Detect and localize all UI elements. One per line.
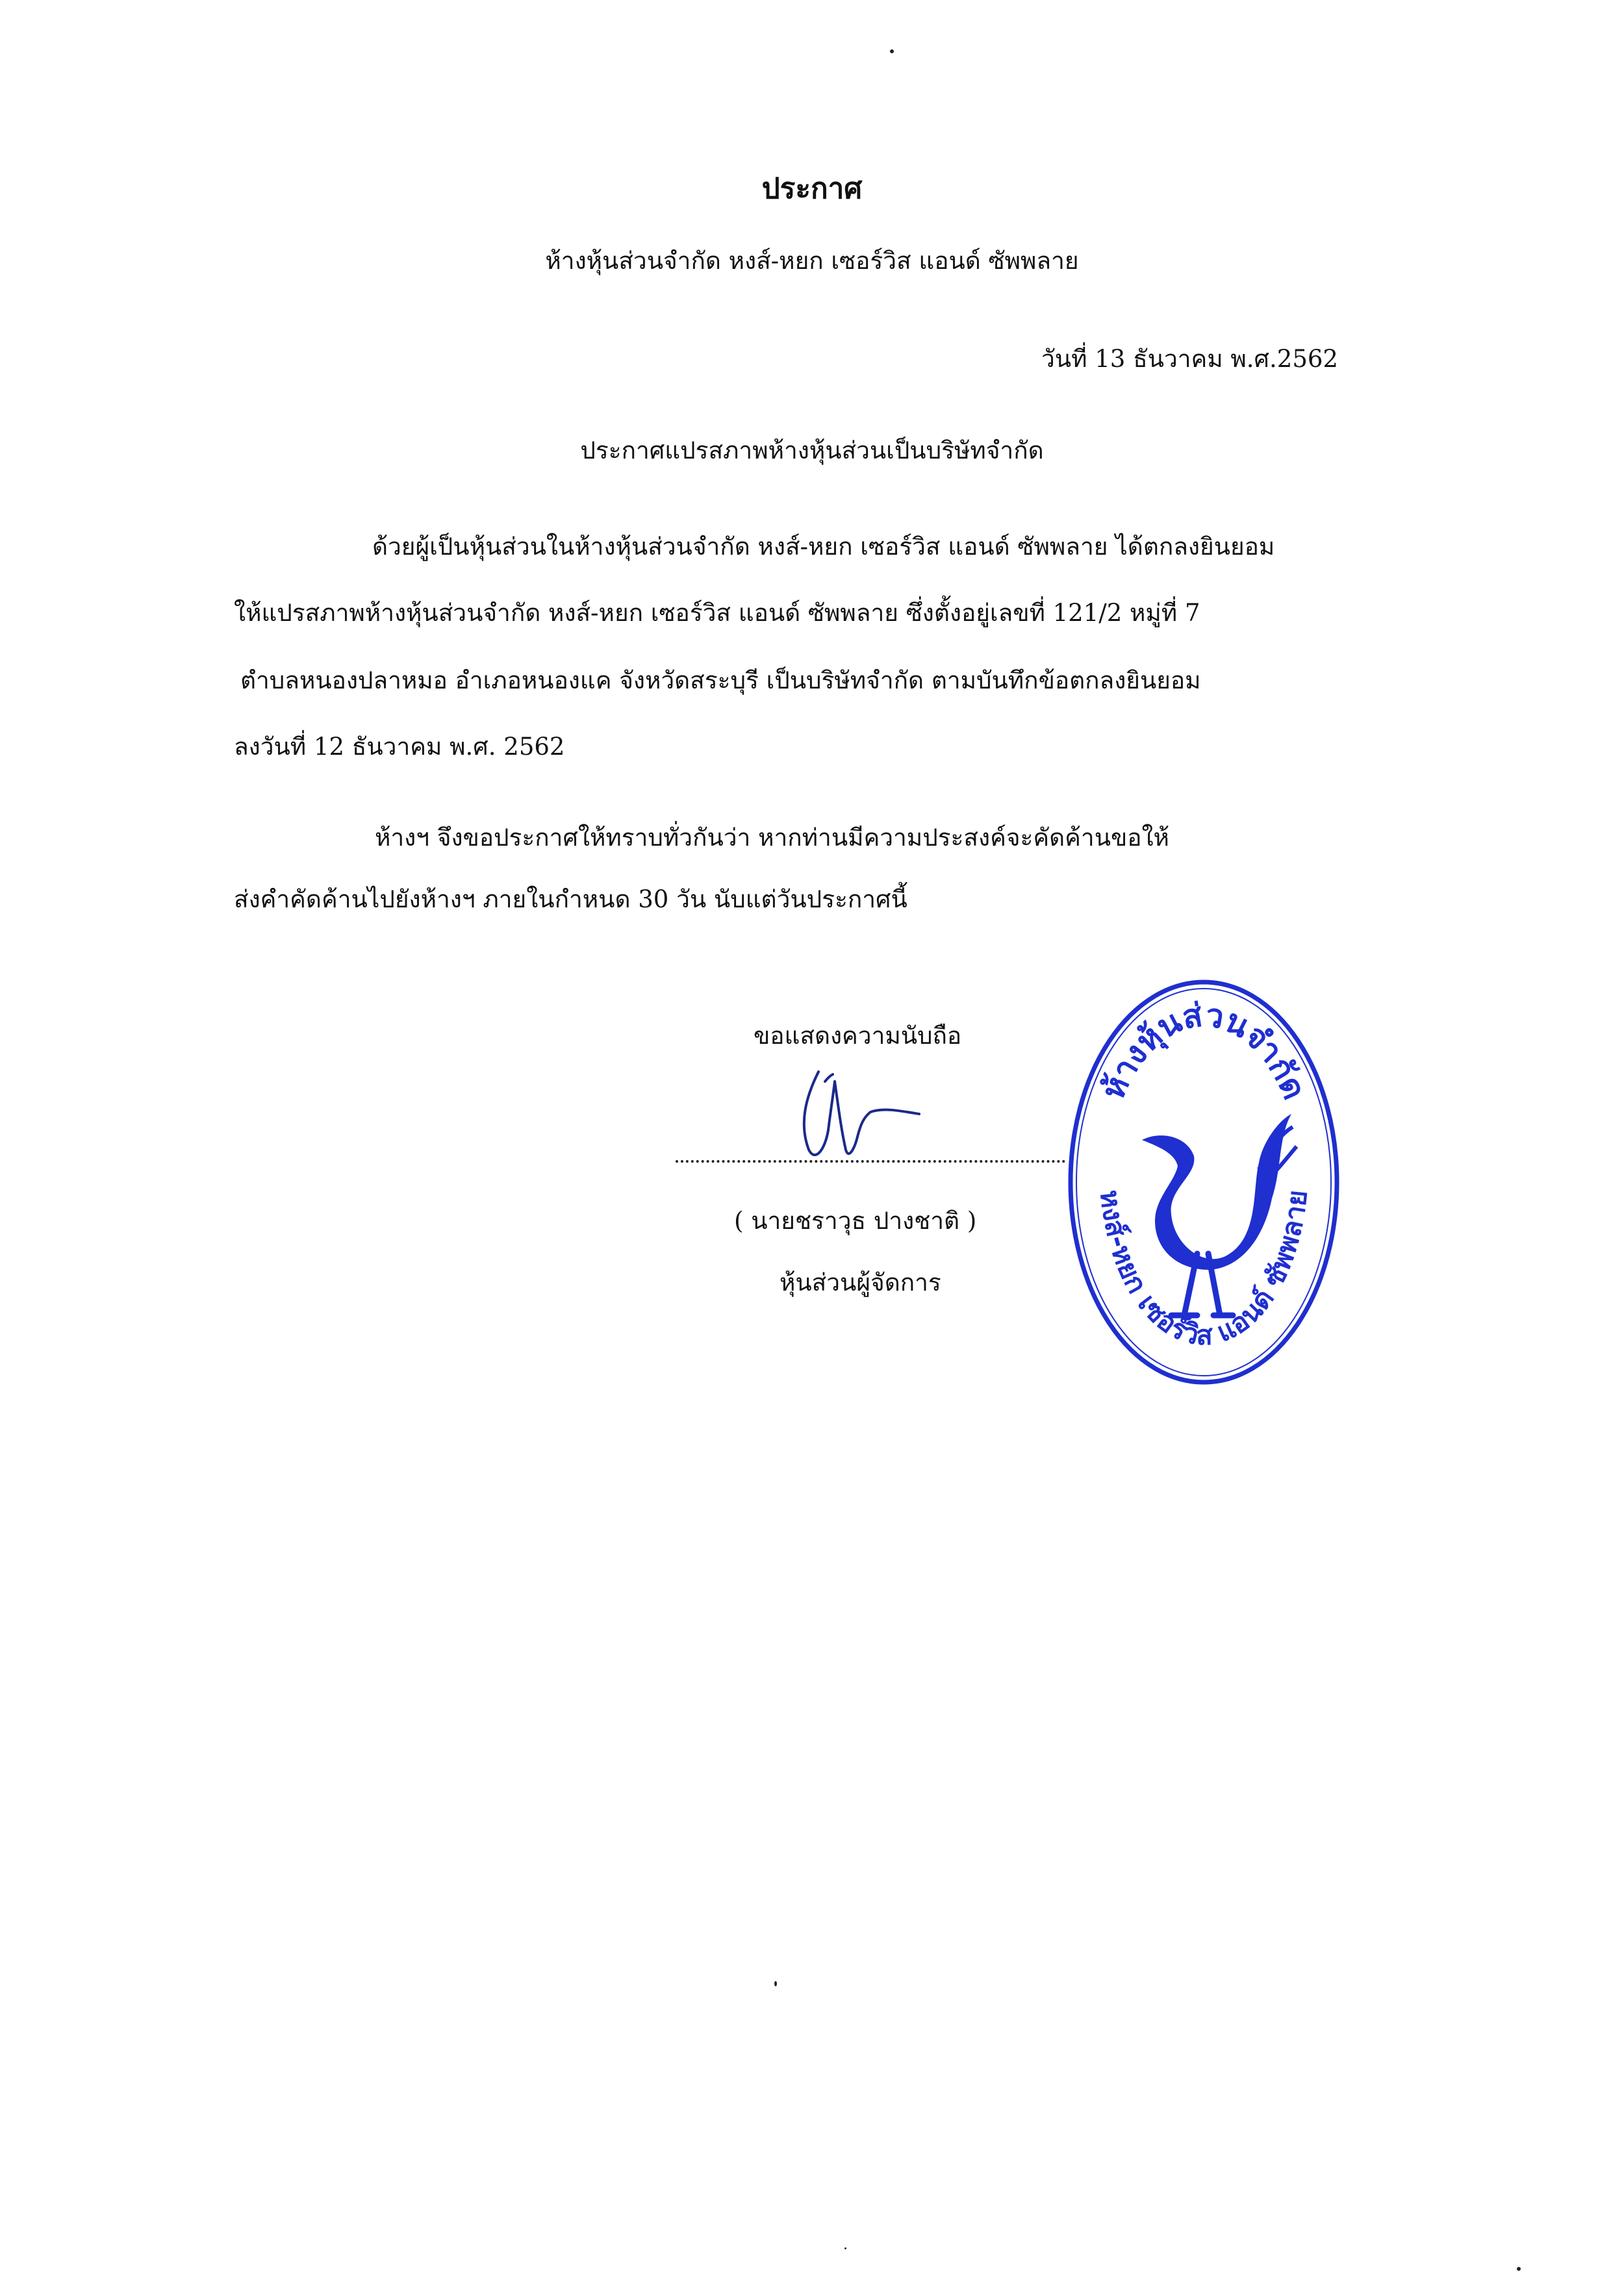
signer-name: ( นายชราวุธ ปางชาติ )	[734, 1207, 977, 1235]
paragraph2-line: ห้างฯ จึงขอประกาศให้ทราบทั่วกันว่า หากท่านมีความประสงค์จะคัดค้านขอให้	[375, 824, 1169, 852]
seal-text-top: ห้างหุ้นส่วนจำกัด	[1093, 996, 1314, 1106]
paragraph1-line: ให้แปรสภาพห้างหุ้นส่วนจำกัด หงส์-หยก เซอร์วิส แอนด์ ซัพพลาย ซึ่งตั้งอยู่เลขที่ 121/2 หมู่ที่ 7	[234, 599, 1200, 627]
document-heading: ประกาศ	[761, 172, 863, 205]
paragraph1-line: ลงวันที่ 12 ธันวาคม พ.ศ. 2562	[234, 733, 565, 761]
closing-phrase: ขอแสดงความนับถือ	[754, 1022, 962, 1050]
handwritten-signature	[780, 1052, 922, 1166]
scan-speck	[1517, 2267, 1521, 2271]
scan-speck	[774, 1981, 777, 1986]
seal-text-bottom: หงส์-หยก เซอร์วิส แอนด์ ซัพพลาย	[1094, 1188, 1313, 1352]
paragraph1-line: ตำบลหนองปลาหมอ อำเภอหนองแค จังหวัดสระบุรี เป็นบริษัทจำกัด ตามบันทึกข้อตกลงยินยอม	[240, 666, 1201, 694]
paragraph2-line: ส่งคำคัดค้านไปยังห้างฯ ภายในกำหนด 30 วัน นับแต่วันประกาศนี้	[234, 885, 907, 913]
announcement-subject: ประกาศแปรสภาพห้างหุ้นส่วนเป็นบริษัทจำกัด	[580, 436, 1044, 464]
company-name: ห้างหุ้นส่วนจำกัด หงส์-หยก เซอร์วิส แอนด์ ซัพพลาย	[545, 247, 1079, 275]
paragraph1-line: ด้วยผู้เป็นหุ้นส่วนในห้างหุ้นส่วนจำกัด หงส์-หยก เซอร์วิส แอนด์ ซัพพลาย ได้ตกลงยินยอม	[372, 533, 1275, 561]
signer-title: หุ้นส่วนผู้จัดการ	[780, 1269, 941, 1296]
document-date: วันที่ 13 ธันวาคม พ.ศ.2562	[1041, 345, 1338, 373]
scan-speck	[844, 2247, 846, 2249]
signature-line	[676, 1160, 1065, 1163]
company-seal	[1064, 974, 1343, 1390]
scan-speck	[890, 49, 894, 53]
